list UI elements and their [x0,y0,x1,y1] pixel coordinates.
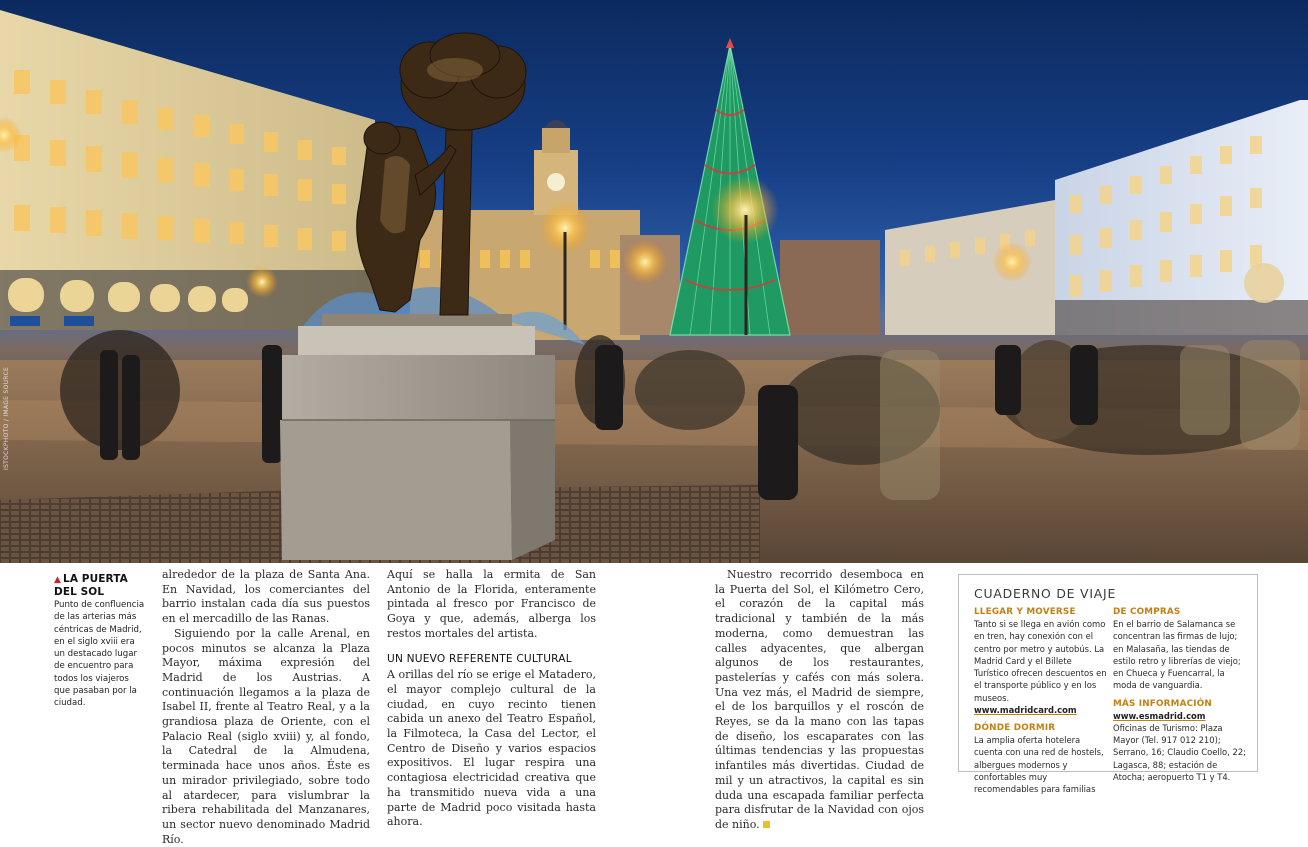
article-paragraph [715,568,924,833]
article-subheading: UN NUEVO REFERENTE CULTURAL [387,652,572,665]
article-paragraph: Siguiendo por la calle Arenal, en pocos minutos se alcanza la Plaza Mayor, máxima expresión del Madrid de los Austrias. A continuación llegamos a la plaza de Isabel II, frente al Teatro Real, y a la grandiosa plaza de Oriente, con el Palacio Real (siglo xviii) y, al fondo, la Catedral de la Almudena, terminada hace unos años. Éste es un mirador privilegiado, sobre todo al atardecer, para vislumbrar la ribera rehabilitada del Manzanares, un sector nuevo denominado Madrid Río. [162,626,370,846]
shopping-heading: DE COMPRAS [1113,607,1181,617]
where-to-sleep-heading: DÓNDE DORMIR [974,723,1056,733]
travel-notes-box [958,574,1258,794]
caption-title-text: LA PUERTA DEL SOL [54,573,128,598]
where-to-sleep-text: La amplia oferta hotelera cuenta con una red de hostels, albergues modernos y confortables muy recomendables para familias [974,735,1104,794]
more-info-text [1113,710,1247,784]
shopping-text: En el barrio de Salamanca se concentran las firmas de lujo; en Malasaña, las tiendas de estilo retro y librerías de viejo; en Chueca y Fuencarral, la moda de vanguardia. [1113,619,1241,691]
article-paragraph: alrededor de la plaza de Santa Ana. En Navidad, los comerciantes del barrio instalan cada día sus puestos en el mercadillo de las Ranas. [162,568,370,626]
getting-there-heading: LLEGAR Y MOVERSE [974,607,1076,617]
getting-there-text [974,618,1108,716]
article-paragraph-text: Nuestro recorrido desemboca en la Puerta del Sol, el Kilómetro Cero, el corazón de la capital más tradicional y también de la más moderna, como demuestran las calles adyacentes, que albergan algunos de los restaurantes, pastelerías y cafés con más solera. Una vez más, el Madrid de siempre, el de los barquillos y el roscón de Reyes, se da la mano con las tapas de diseño, los escaparates con las últimas tendencias y las propuestas infantiles más divertidas. Ciudad de mil y un atractivos, la capital es sin duda una escapada familiar perfecta para disfrutar de la Navidad con ojos de niño. [715,568,924,831]
esmadrid-link[interactable]: www.esmadrid.com [1113,710,1206,721]
travel-notes-right-column [1113,605,1247,789]
caption-body: Punto de confluencia de las arterias más céntricas de Madrid, en el siglo xviii era un destacado lugar de encuentro para todos los viajeros que pasaban por la ciudad. [54,600,145,709]
travel-notes-title: CUADERNO DE VIAJE [974,586,1117,601]
end-of-article-mark [763,821,770,828]
article-paragraph: Aquí se halla la ermita de San Antonio de la Florida, enteramente pintada al fresco por Francisco de Goya y que, además, alberga los restos mortales del artista. [387,568,596,640]
caption-arrow-icon: ▲ [54,575,62,585]
article-column-2 [387,568,596,830]
madridcard-link[interactable]: www.madridcard.com [974,704,1077,715]
photo-caption [54,573,146,710]
article-column-1 [162,568,370,847]
article-column-3 [715,568,924,833]
photo-credit: ISTOCKPHOTO / IMAGE SOURCE [3,366,10,470]
getting-there-body: Tanto si se llega en avión como en tren, hay conexión con el centro por metro y autobús. La Madrid Card y el Billete Turístico ofrecen descuentos en el transporte público y en los museos. [974,619,1107,703]
article-paragraph: A orillas del río se erige el Matadero, el mayor complejo cultural de la ciudad, en cuyo recinto tienen cabida un anexo del Teatro Español, la Filmoteca, la Casa del Lector, el Centro de Diseño y varios espacios expositivos. El lugar respira una contagiosa electricidad creativa que ha transmitido nueva vida a una parte de Madrid poco visitada hasta ahora. [387,668,596,829]
travel-notes-left-column [974,605,1108,801]
more-info-body: Oficinas de Turismo: Plaza Mayor (Tel. 917 012 210); Serrano, 16; Claudio Coello, 22; Lagasca, 88; estación de Atocha; aeropuerto T1 y T4. [1113,722,1246,782]
more-info-heading: MÁS INFORMACIÓN [1113,698,1212,709]
caption-title [54,573,146,598]
